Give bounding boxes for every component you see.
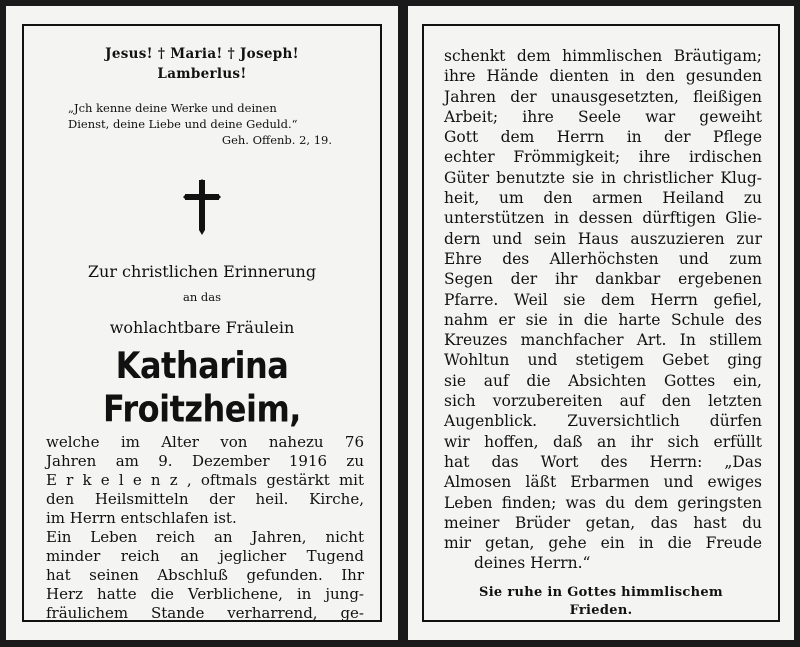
text-line: Arbeit; ihre Seele war geweiht: [444, 107, 762, 126]
text-line: Pfarre. Weil sie dem Herrn gefiel,: [444, 290, 762, 309]
text-line: minder reich an jeglicher Tugend: [46, 547, 364, 565]
deceased-name: Katharina Froitzheim,: [103, 343, 301, 431]
invocation-line-1: Jesus! † Maria! † Joseph!: [105, 46, 299, 62]
text-line: nahm er sie in die harte Schule des: [444, 310, 762, 329]
text-line: meiner Brüder getan, das hast du: [444, 513, 762, 532]
right-card-page: [408, 6, 794, 640]
text-line: Leben finden; was du dem geringsten: [444, 493, 762, 512]
invocation-line-2: Lamberlus!: [157, 66, 247, 82]
text-line: deines Herrn.“: [474, 554, 591, 573]
text-line: Gott dem Herrn in der Pflege: [444, 128, 762, 147]
text-line: Jahren der unausgesetzten, fleißigen: [444, 87, 762, 106]
quote-line-2: Dienst, deine Liebe und deine Geduld.“: [68, 117, 298, 131]
text-line: hat das Wort des Herrn: „Das: [444, 452, 762, 471]
text-line: hat seinen Abschluß gefunden. Ihr: [46, 566, 364, 584]
text-line: schenkt dem himmlischen Bräutigam;: [444, 47, 762, 65]
text-line: echter Frömmigkeit; ihre irdischen: [444, 148, 762, 167]
text-line: welche im Alter von nahezu 76: [46, 433, 364, 451]
scripture-quote: [68, 100, 354, 132]
an-das-text: an das: [182, 290, 222, 304]
text-line: wir hoffen, daß an ihr sich erfüllt: [444, 432, 762, 451]
text-line: Herz hatte die Verblichene, in jung-: [46, 585, 364, 603]
text-line: Güter benutzte sie in christlicher Klug-: [444, 168, 762, 187]
left-card-page: [6, 6, 398, 640]
invocation: [24, 44, 380, 84]
cross-icon: [182, 178, 222, 236]
text-line: Wohltun und stetigem Gebet ging: [444, 351, 762, 370]
text-line: unterstützen in dessen dürftigen Glie-: [444, 209, 762, 228]
right-card-frame: [422, 24, 780, 622]
closing-line-2: Frieden.: [569, 602, 633, 618]
remembrance-heading: Zur christlichen Erinnerung: [87, 262, 317, 281]
text-line: Segen der ihr dankbar ergebenen: [444, 270, 762, 289]
text-line: E r k e l e n z , oftmals gestärkt mit: [46, 471, 364, 489]
text-line: heit, um den armen Heiland zu: [444, 189, 762, 208]
left-body-text: [46, 433, 364, 623]
text-line: fräulichem Stande verharrend, ge-: [46, 604, 364, 622]
text-line: Almosen läßt Erbarmen und ewiges: [444, 473, 762, 492]
text-line: Kreuzes manchfacher Art. In stillem: [444, 331, 762, 350]
text-line: ihre Hände dienten in den gesunden: [444, 67, 762, 86]
honorific: wohlachtbare Fräulein: [109, 318, 295, 337]
text-line: Ein Leben reich an Jahren, nicht: [46, 528, 364, 546]
text-line: Augenblick. Zuversichtlich dürfen: [444, 412, 762, 431]
quote-reference: Geh. Offenb. 2, 19.: [221, 133, 332, 147]
closing-prayer: [424, 584, 778, 620]
text-line: dern und sein Haus auszuzieren zur: [444, 229, 762, 248]
right-body-text: [444, 46, 762, 574]
text-line: sie auf die Absichten Gottes ein,: [444, 371, 762, 390]
closing-line-1: Sie ruhe in Gottes himmlischem: [479, 584, 723, 600]
quote-line-1: „Jch kenne deine Werke und deinen: [68, 101, 277, 115]
text-line: mir getan, gehe ein in die Freude: [444, 534, 762, 553]
text-line: im Herrn entschlafen ist.: [46, 509, 237, 527]
text-line: den Heilsmitteln der heil. Kirche,: [46, 490, 364, 508]
text-line: Jahren am 9. Dezember 1916 zu: [46, 452, 364, 470]
text-line: Ehre des Allerhöchsten und zum: [444, 249, 762, 268]
left-card-frame: [22, 24, 382, 622]
text-line: sich vorzubereiten auf den letzten: [444, 392, 762, 411]
